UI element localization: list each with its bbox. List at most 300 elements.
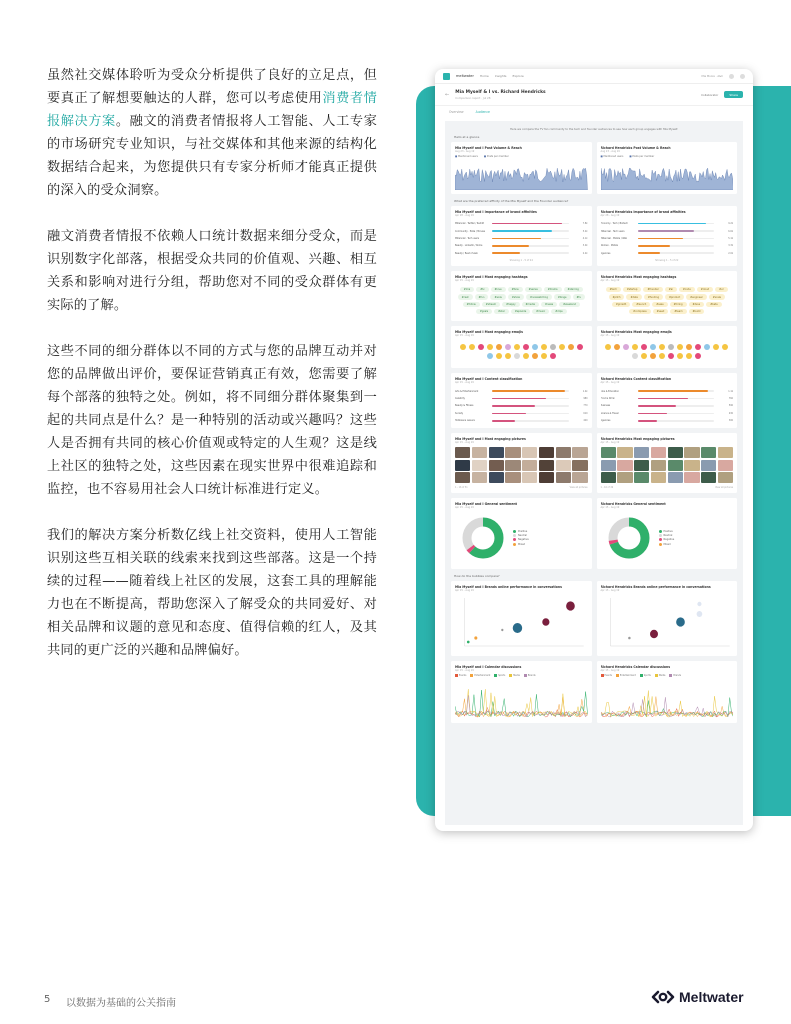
picture-thumbnail[interactable] [572, 447, 587, 458]
hashtag-chip[interactable]: #fun [475, 294, 489, 299]
bar-fill [638, 398, 688, 400]
footer-title: 以数据为基础的公关指南 [66, 998, 176, 1009]
legend-item [659, 543, 675, 547]
section-label-affinity: What are the preferred affinity of the Mia Myself and the Founder audience? [454, 199, 569, 203]
card-timeseries-left [451, 142, 592, 194]
legend-label: Positive [518, 530, 528, 533]
picture-thumbnail[interactable] [522, 472, 537, 483]
card-title: Mia Myself and I General sentiment [455, 502, 518, 507]
legend-label: Negative [663, 538, 675, 542]
hashtag-chip[interactable]: #nowwatching [526, 294, 552, 299]
bar-row [601, 387, 734, 394]
card-subtitle: Apr 15 - Aug 19 [600, 506, 620, 510]
bar-row [455, 395, 588, 402]
hashtag-chip[interactable]: #vc [715, 287, 728, 292]
picture-thumbnail[interactable] [556, 460, 571, 471]
picture-grid [601, 447, 734, 483]
bar-label: Science & Travel [600, 411, 619, 415]
hashtag-chip[interactable]: #cast [458, 294, 473, 299]
bar-track [492, 223, 569, 225]
report-note: Here we compare the TV fan community to the tech and founder audiences to see how each group engages with Mia Myself. [510, 127, 678, 131]
tab-overview[interactable]: Overview [449, 110, 464, 114]
bar-value: 9.2k [728, 222, 733, 226]
consumer-intelligence-link[interactable]: 消费者情报解决方案 [47, 91, 377, 129]
card-classification-right [597, 373, 738, 428]
emoji-icon [514, 344, 520, 350]
picture-thumbnail[interactable] [455, 447, 470, 458]
hashtag-chip[interactable]: #growth [612, 302, 630, 307]
picture-thumbnail[interactable] [489, 472, 504, 483]
bar-fill [638, 223, 707, 225]
bubble[interactable] [513, 623, 522, 633]
emoji-icon [650, 344, 656, 350]
bar-row [601, 220, 734, 227]
bar-value: 4.1k [582, 236, 588, 240]
hashtag-chip[interactable]: #team [670, 309, 686, 314]
emoji-icon [496, 353, 502, 359]
row-sentiment [451, 498, 737, 569]
bubble[interactable] [474, 637, 477, 640]
bar-track [492, 252, 569, 254]
hashtag-chip[interactable]: #tv [573, 294, 585, 299]
emoji-icon [641, 344, 647, 350]
paragraph-4: 我们的解决方案分析数亿线上社交资料，使用人工智能识别这些互相关联的线索来找到这些部落。这是一个持续的过程——随着线上社区的发展，这套工具的理解能力也在不断提高，帮助您深入了解受众的共同爱好、对相关品牌和议题的意见和态度、值得信赖的红人，及其共同的更广泛的兴趣和品牌偏好。 [47, 528, 377, 658]
hashtag-chip[interactable]: #episode [511, 309, 530, 314]
hashtag-chip[interactable]: #launch [632, 302, 650, 307]
sentiment-donut [459, 514, 507, 562]
bar-value: 590 [728, 404, 733, 408]
card-affinity-left [451, 206, 592, 266]
bar-track [638, 252, 715, 254]
bar-label: Millennial · Tech users [600, 229, 625, 233]
hashtag-chip[interactable]: #star [494, 309, 509, 314]
paragraph-1 [47, 64, 377, 202]
bar-fill [492, 413, 526, 415]
emoji-icon [713, 344, 719, 350]
card-title: Richard Hendricks Importance of brand affinities [600, 210, 686, 214]
nav-home[interactable]: Home [479, 74, 489, 78]
picture-thumbnail[interactable] [505, 447, 520, 458]
bar-label: Beauty · LinkedIn / Rome [455, 244, 483, 248]
picture-thumbnail[interactable] [556, 472, 571, 483]
card-calendar-right [597, 661, 738, 723]
bar-row [601, 227, 734, 234]
hashtag-chip[interactable]: #follow [463, 302, 480, 307]
picture-thumbnail[interactable] [701, 460, 716, 471]
hashtag-chip[interactable]: #startup [623, 287, 642, 292]
card-subtitle: Aug 23 - Aug 19 [455, 150, 475, 153]
picture-thumbnail[interactable] [472, 447, 487, 458]
bar-track [638, 390, 715, 392]
hashtag-chip[interactable]: #engineer [686, 294, 707, 299]
meltwater-logo [651, 989, 744, 1005]
card-title: Mia Myself and I Importance of brand affinities [455, 210, 537, 214]
hashtag-chip[interactable]: #binge [554, 294, 571, 299]
hashtag-chip[interactable]: #happy [502, 302, 519, 307]
hashtag-chip[interactable]: #seed [653, 309, 669, 314]
legend-label: Events [604, 674, 612, 678]
emoji-icon [722, 344, 728, 350]
body-text [47, 64, 377, 685]
hashtag-chip[interactable]: #weekend [559, 302, 580, 307]
bar-label: Agencies [600, 419, 611, 423]
picture-thumbnail[interactable] [617, 460, 632, 471]
hashtag-chip[interactable]: #fans [508, 287, 523, 292]
collaborator-button[interactable]: Collaborator [701, 92, 719, 97]
bar-value: 3.0k [582, 244, 588, 248]
emoji-icon [469, 344, 475, 350]
card-title: Richard Hendricks Most engaging hashtags [600, 274, 677, 279]
emoji-icon [623, 344, 629, 350]
picture-thumbnail[interactable] [634, 447, 649, 458]
picture-thumbnail[interactable] [651, 447, 666, 458]
hashtag-chip[interactable]: #tv [476, 287, 488, 292]
card-subtitle: Apr 15 - Aug 19 [455, 381, 474, 385]
emoji-icon [659, 344, 665, 350]
hashtag-chip[interactable]: #goals [476, 309, 492, 314]
legend-item [455, 674, 466, 677]
emoji-icon [695, 344, 701, 350]
bar-label: Agencies [600, 251, 611, 255]
emoji-icon [686, 353, 692, 359]
card-title: Richard Hendricks Brands online performance in conversations [600, 585, 711, 590]
emoji-icon [677, 353, 683, 359]
bar-fill [638, 238, 684, 240]
picture-thumbnail[interactable] [651, 472, 666, 483]
bar-value: 420 [583, 419, 588, 423]
picture-thumbnail[interactable] [539, 472, 554, 483]
card-title: Richard Hendricks Content classification [600, 377, 672, 382]
timeseries-area [601, 168, 734, 190]
card-classification-left [451, 373, 592, 428]
card-subtitle: Apr 15 - Aug 19 [600, 441, 620, 445]
picture-thumbnail[interactable] [539, 447, 554, 458]
bar-row [601, 395, 734, 402]
bar-label: Food & Drink [600, 397, 615, 401]
card-timeseries-right [597, 142, 738, 194]
picture-thumbnail[interactable] [489, 460, 504, 471]
timeseries-chart [601, 160, 734, 190]
hashtag-chip[interactable]: #stream [482, 302, 500, 307]
picture-thumbnail[interactable] [505, 460, 520, 471]
hashtag-chip[interactable]: #media [522, 302, 539, 307]
legend-label: Entertainment [619, 674, 636, 678]
hashtag-chip[interactable]: #funding [644, 294, 663, 299]
legend-item [616, 674, 636, 677]
picture-thumbnail[interactable] [472, 460, 487, 471]
card-subtitle: Apr 28 - Aug 19 [600, 214, 620, 217]
legend-label: Brands [527, 674, 536, 678]
picture-thumbnail[interactable] [684, 460, 699, 471]
hashtag-chip[interactable]: #saas [652, 302, 667, 307]
picture-thumbnail[interactable] [701, 447, 716, 458]
picture-thumbnail[interactable] [522, 460, 537, 471]
hashtag-chip[interactable]: #starring [564, 287, 583, 292]
bar-label: Jobs & Education [600, 389, 619, 393]
hashtag-chip[interactable]: #tech [606, 287, 621, 292]
bar-row [455, 235, 588, 242]
hashtag-chip[interactable]: #clips [551, 309, 566, 314]
legend-item [509, 674, 520, 677]
bar-fill [492, 245, 529, 247]
bar-fill [492, 223, 562, 225]
emoji-icon [523, 353, 529, 359]
picture-thumbnail[interactable] [472, 472, 487, 483]
picture-thumbnail[interactable] [601, 460, 616, 471]
picture-thumbnail[interactable] [601, 447, 616, 458]
sentiment-chart [455, 511, 588, 565]
card-title: Richard Hendricks Most engaging pictures [600, 437, 675, 442]
bar-row [601, 242, 734, 249]
picture-thumbnail[interactable] [455, 460, 470, 471]
hashtag-chip[interactable]: #series [525, 287, 542, 292]
picture-thumbnail[interactable] [601, 472, 616, 483]
emoji-icon [605, 344, 611, 350]
pager[interactable]: Showing 1 - 5 of 24 [509, 258, 533, 262]
hashtag-chip[interactable]: #beta [706, 302, 721, 307]
legend-label: Negative [518, 538, 529, 542]
picture-thumbnail[interactable] [651, 460, 666, 471]
bar-fill [638, 252, 661, 254]
emoji-icon [677, 344, 683, 350]
help-icon[interactable] [729, 74, 734, 79]
picture-count: 1 - 16 of 49 [600, 486, 614, 490]
emoji-icon [541, 344, 547, 350]
hashtag-chip[interactable]: #news [541, 302, 557, 307]
emoji-icon [505, 353, 511, 359]
bar-row [601, 250, 734, 257]
bar-row [455, 410, 588, 417]
bubble[interactable] [566, 602, 575, 611]
picture-grid [455, 447, 588, 483]
card-pictures-right [597, 433, 738, 493]
picture-thumbnail[interactable] [634, 460, 649, 471]
picture-thumbnail[interactable] [505, 472, 520, 483]
bar-fill [492, 230, 552, 232]
bar-track [492, 413, 569, 415]
section-label-glance: Hello at a glance [454, 135, 480, 139]
bar-fill [638, 413, 667, 415]
picture-thumbnail[interactable] [522, 447, 537, 458]
avatar[interactable] [740, 74, 745, 79]
bar-track [638, 223, 715, 225]
bar-track [638, 420, 715, 422]
bar-value: 3.3k [728, 244, 733, 248]
affinity-bars [455, 220, 588, 257]
bar-fill [638, 405, 676, 407]
picture-thumbnail[interactable] [684, 447, 699, 458]
bubble[interactable] [650, 630, 658, 638]
user-name[interactable]: Mia Moore · A&C [701, 74, 723, 78]
legend-item [640, 674, 651, 677]
emoji-icon [487, 344, 493, 350]
picture-thumbnail[interactable] [489, 447, 504, 458]
card-title: Mia Myself and I Most engaging hashtags [455, 274, 528, 279]
bar-row [601, 402, 734, 409]
emoji-icon [577, 344, 583, 350]
bar-fill [492, 420, 515, 422]
row-emojis [451, 326, 737, 368]
hashtag-chip[interactable]: #ai [665, 287, 677, 292]
hashtag-chip[interactable]: #product [665, 294, 684, 299]
bar-fill [638, 390, 708, 392]
picture-thumbnail[interactable] [718, 472, 733, 483]
report-subtitle: Comparison report · Jul 28 [455, 95, 491, 100]
timeseries-chart [455, 160, 588, 190]
emoji-icon [632, 344, 638, 350]
calendar-chart [455, 677, 588, 719]
emoji-icon [559, 344, 565, 350]
card-emojis-right [597, 326, 738, 368]
share-button[interactable]: Share [724, 91, 743, 98]
bar-label: Society [455, 411, 464, 415]
bar-track [492, 245, 569, 247]
bar-track [492, 230, 569, 232]
bubble[interactable] [676, 618, 685, 627]
card-hashtags-left [451, 271, 592, 322]
hashtag-chip[interactable]: #cloud [697, 287, 713, 292]
picture-thumbnail[interactable] [617, 472, 632, 483]
bubble[interactable] [467, 641, 470, 644]
ts-legend-item: ■ Posts per member [629, 155, 654, 158]
hashtag-chip[interactable]: #hiring [670, 302, 687, 307]
app-brand: meltwater [456, 74, 474, 78]
hashtag-chip[interactable]: #show [508, 294, 524, 299]
picture-thumbnail[interactable] [668, 472, 683, 483]
back-arrow-icon[interactable]: ← [445, 91, 450, 98]
bubble[interactable] [697, 602, 701, 606]
picture-thumbnail[interactable] [539, 460, 554, 471]
bar-value: 770 [583, 404, 588, 408]
view-all-link[interactable]: View all pictures [569, 486, 588, 490]
picture-thumbnail[interactable] [556, 447, 571, 458]
nav-explore[interactable]: Explore [512, 74, 524, 78]
hashtag-cloud [601, 284, 734, 318]
legend-label: Media [658, 674, 666, 678]
bar-label: Millennial · Mobile / Web [600, 236, 628, 240]
emoji-icon [532, 344, 538, 350]
bar-row [455, 417, 588, 424]
bubble-chart [601, 594, 734, 652]
emoji-cloud [601, 339, 734, 364]
bubble[interactable] [542, 619, 549, 627]
bar-row [455, 402, 588, 409]
bar-fill [492, 405, 535, 407]
card-subtitle: Apr 28 - Aug 19 [455, 214, 474, 217]
bar-track [638, 245, 715, 247]
picture-thumbnail[interactable] [684, 472, 699, 483]
paragraph-3: 这些不同的细分群体以不同的方式与您的品牌互动并对您的品牌做出评价，要保证营销真正有效，您需要了解每个部落的独特之处。例如，将不同细分群体聚集到一起的共同点是什么？是一种特别的活动或兴趣吗？这些人是否拥有共同的核心价值观或特定的人生观？这是线上社区的独特之处，这些因素在现实世界中很难追踪和监控，也不容易用社会人口统计标准进行定义。 [47, 344, 377, 497]
hashtag-chip[interactable]: #love [491, 287, 506, 292]
picture-thumbnail[interactable] [455, 472, 470, 483]
nav-insights[interactable]: Insights [494, 74, 507, 78]
legend-item [524, 674, 536, 677]
calendar-chart [601, 677, 734, 719]
emoji-icon [650, 353, 656, 359]
hashtag-chip[interactable]: #scale [709, 294, 725, 299]
card-subtitle: Apr 15 - Aug 19 [600, 278, 620, 282]
picture-footer [601, 486, 734, 489]
picture-thumbnail[interactable] [617, 447, 632, 458]
card-emojis-left [451, 326, 592, 368]
bar-value: 5.1k [728, 236, 733, 240]
hashtag-chip[interactable]: #pitch [609, 294, 625, 299]
emoji-icon [695, 353, 701, 359]
bar-value: 1.4k [582, 389, 588, 393]
picture-thumbnail[interactable] [718, 447, 733, 458]
picture-thumbnail[interactable] [668, 460, 683, 471]
legend-label: Neutral [518, 534, 527, 538]
picture-thumbnail[interactable] [701, 472, 716, 483]
emoji-icon [641, 353, 647, 359]
emoji-icon [568, 344, 574, 350]
bar-value: 6.6k [728, 229, 733, 233]
legend-item [470, 674, 490, 677]
card-subtitle: Apr 15 - Aug 19 [455, 506, 474, 510]
row-calendar [451, 661, 737, 723]
card-title: Richard Hendricks Post Volume & Reach [600, 146, 671, 150]
hashtag-chip[interactable]: #code [679, 287, 695, 292]
bar-value: 610 [583, 411, 588, 415]
picture-thumbnail[interactable] [572, 472, 587, 483]
report-title-block [455, 90, 545, 100]
bar-value: 2.2k [582, 251, 588, 255]
legend-item [494, 674, 505, 677]
picture-thumbnail[interactable] [668, 447, 683, 458]
bubble[interactable] [696, 611, 702, 617]
ts-legend [455, 155, 588, 158]
hashtag-chip[interactable]: #devs [689, 302, 705, 307]
legend-item [601, 674, 612, 677]
row-pictures [451, 433, 737, 493]
picture-thumbnail[interactable] [718, 460, 733, 471]
emoji-icon [541, 353, 547, 359]
bar-value: 7.8k [582, 222, 588, 226]
hashtag-chip[interactable]: #data [626, 294, 641, 299]
tab-audience[interactable]: Audience [475, 110, 490, 114]
pager[interactable]: Showing 1 - 5 of 22 [655, 258, 679, 262]
ts-legend-item: ■ Mentioned users [455, 155, 478, 158]
hashtag-chip[interactable]: #wow [490, 294, 505, 299]
card-subtitle: Apr 15 - Aug 19 [600, 381, 620, 385]
hashtag-chip[interactable]: #music [532, 309, 549, 314]
picture-thumbnail[interactable] [634, 472, 649, 483]
sentiment-legend [659, 530, 675, 547]
hashtag-cloud [455, 284, 588, 318]
bar-value: 300 [728, 419, 733, 423]
report-header [435, 84, 753, 106]
bar-value: 980 [583, 397, 588, 401]
legend-item [669, 674, 681, 677]
view-all-link[interactable]: View all pictures [715, 486, 733, 490]
bubble[interactable] [501, 629, 503, 631]
card-subtitle: Apr 15 - Aug 19 [600, 334, 620, 338]
card-bubbles-right [597, 581, 738, 656]
hashtag-chip[interactable]: #mia [460, 287, 474, 292]
legend-label: Entertainment [474, 674, 491, 678]
hashtag-chip[interactable]: #drama [544, 287, 562, 292]
card-title: Mia Myself and I Most engaging emojis [455, 330, 524, 335]
card-subtitle: Apr 15 - Aug 19 [455, 589, 474, 593]
bubble[interactable] [628, 637, 630, 640]
card-title: Mia Myself and I Most engaging pictures [455, 437, 526, 442]
hashtag-chip[interactable]: #founder [643, 287, 662, 292]
bar-row [455, 227, 588, 234]
picture-thumbnail[interactable] [572, 460, 587, 471]
hashtag-chip[interactable]: #build [689, 309, 705, 314]
hashtag-chip[interactable]: #compress [629, 309, 651, 314]
bar-label: Millennial · Twitter / Reddit [455, 222, 484, 226]
